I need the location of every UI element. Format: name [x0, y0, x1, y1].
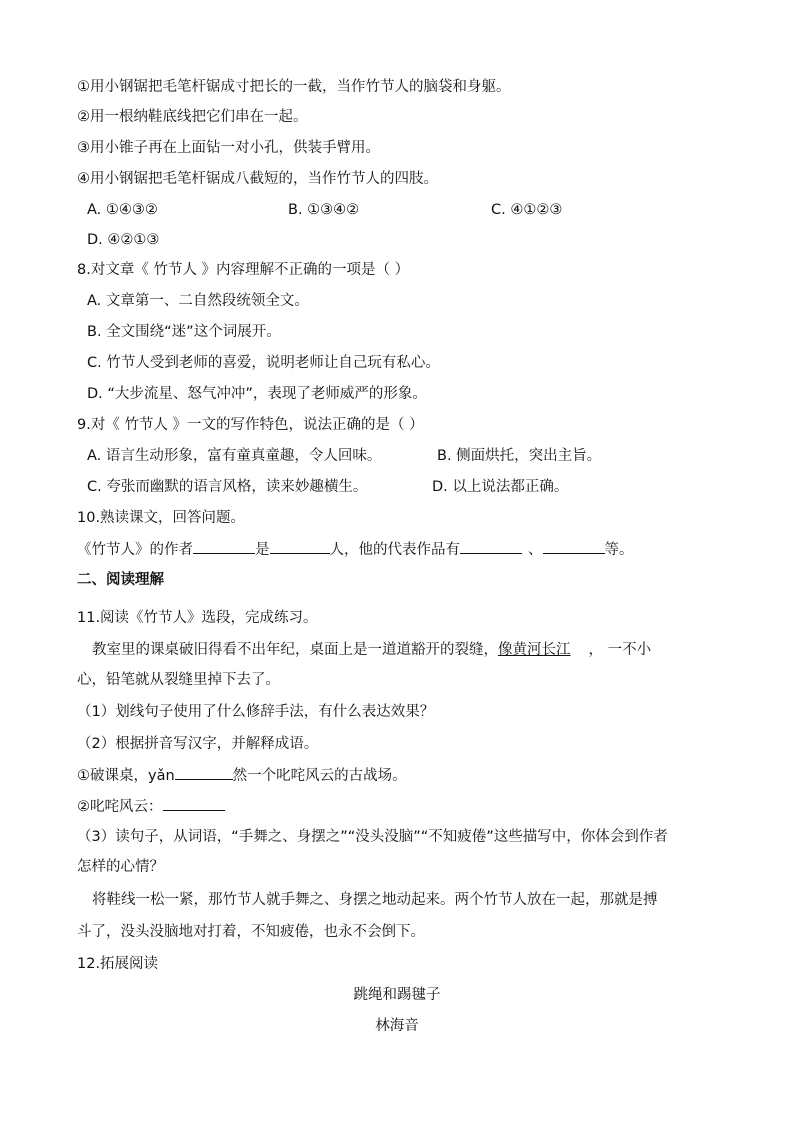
q8-option-a[interactable]: A. 文章第一、二自然段统领全文。: [87, 293, 309, 309]
q10-stem: 10.熟读课文，回答问题。: [77, 510, 246, 526]
q10-text-2: 是: [255, 542, 270, 558]
q8-stem: 8.对文章《 竹节人 》内容理解不正确的一项是（ ）: [77, 262, 410, 278]
q7-option-c[interactable]: C. ④①②③: [491, 202, 563, 218]
q9-option-b[interactable]: B. 侧面烘托，突出主旨。: [437, 448, 602, 464]
q9-option-d[interactable]: D. 以上说法都正确。: [432, 479, 569, 495]
q9-option-c[interactable]: C. 夸张而幽默的语言风格，读来妙趣横生。: [87, 479, 368, 495]
q8-option-d[interactable]: D. “大步流星、怒气冲冲”，表现了老师威严的形象。: [87, 386, 427, 402]
q7-step-4: ④用小钢锯把毛笔杆锯成八截短的，当作竹节人的四肢。: [77, 171, 438, 187]
q11-pinyin-prompt: ①破课桌，yǎn: [77, 768, 175, 784]
q11-blank-idiom[interactable]: [163, 796, 225, 811]
q10-text-5: 等。: [604, 542, 634, 558]
q12-article-title: 跳绳和踢毽子: [353, 987, 441, 1003]
q11-quote-line-1: 将鞋线一松一紧，那竹节人就手舞之、身摆之地动起来。两个竹节人放在一起，那就是搏: [92, 892, 658, 908]
q11-stem: 11.阅读《竹节人》选段，完成练习。: [77, 610, 318, 626]
q7-option-a[interactable]: A. ①④③②: [87, 202, 158, 218]
q9-stem: 9.对《 竹节人 》一文的写作特色，说法正确的是（ ）: [77, 417, 424, 433]
q11-underlined-sentence: 像黄河长江: [498, 642, 571, 658]
q10-text-4: 、: [528, 542, 543, 558]
q7-option-b[interactable]: B. ①③④②: [288, 202, 360, 218]
q10-blank-work-1[interactable]: [460, 539, 522, 554]
q11-pinyin-rest: 然一个叱咤风云的古战场。: [232, 768, 407, 784]
q11-quote-line-2: 斗了，没头没脑地对打着，不知疲倦，也永不会倒下。: [77, 924, 425, 940]
q10-fill-line: [77, 539, 634, 560]
section-heading-reading: 二、阅读理解: [77, 572, 164, 588]
q11-blank-pinyin[interactable]: [175, 765, 233, 780]
q12-article-author: 林海音: [375, 1018, 419, 1034]
q11-passage-line-1: [92, 640, 651, 660]
q8-option-b[interactable]: B. 全文围绕“迷”这个词展开。: [87, 324, 281, 340]
q10-blank-work-2[interactable]: [543, 539, 605, 554]
q10-blank-origin[interactable]: [270, 539, 330, 554]
q11-sub-question-3-line-1: （3）读句子，从词语，“手舞之、身摆之”“没头没脑”“不知疲倦”这些描写中，你体会到作者: [77, 829, 668, 845]
q11-sub-question-1: （1）划线句子使用了什么修辞手法，有什么表达效果？: [77, 704, 435, 720]
q10-text-3: 人，他的代表作品有: [329, 542, 460, 558]
q11-sub-question-2-1: [77, 765, 407, 786]
q10-blank-author[interactable]: [193, 539, 255, 554]
q10-text-1: 《竹节人》的作者: [77, 542, 193, 558]
q11-passage-text-b: ， 一不小: [588, 642, 652, 658]
q11-sub-question-2: （2）根据拼音写汉字，并解释成语。: [77, 736, 319, 752]
q11-sub-question-3-line-2: 怎样的心情？: [77, 859, 164, 875]
q7-step-3: ③用小锥子再在上面钻一对小孔，供装手臂用。: [77, 140, 380, 156]
q7-option-d[interactable]: D. ④②①③: [87, 232, 160, 248]
q11-passage-text-a: 教室里的课桌破旧得看不出年纪，桌面上是一道道豁开的裂缝，: [92, 642, 498, 658]
q7-step-1: ①用小钢锯把毛笔杆锯成寸把长的一截，当作竹节人的脑袋和身躯。: [77, 79, 511, 95]
q11-sub-question-2-2: [77, 796, 225, 817]
q9-option-a[interactable]: A. 语言生动形象，富有童真童趣，令人回味。: [87, 448, 382, 464]
q8-option-c[interactable]: C. 竹节人受到老师的喜爱，说明老师让自己玩有私心。: [87, 355, 440, 371]
q7-step-2: ②用一根纳鞋底线把它们串在一起。: [77, 109, 308, 125]
q11-idiom-prompt: ②叱咤风云：: [77, 799, 163, 815]
q12-stem: 12.拓展阅读: [77, 956, 159, 972]
q11-passage-line-2: 心，铅笔就从裂缝里掉下去了。: [77, 672, 280, 688]
